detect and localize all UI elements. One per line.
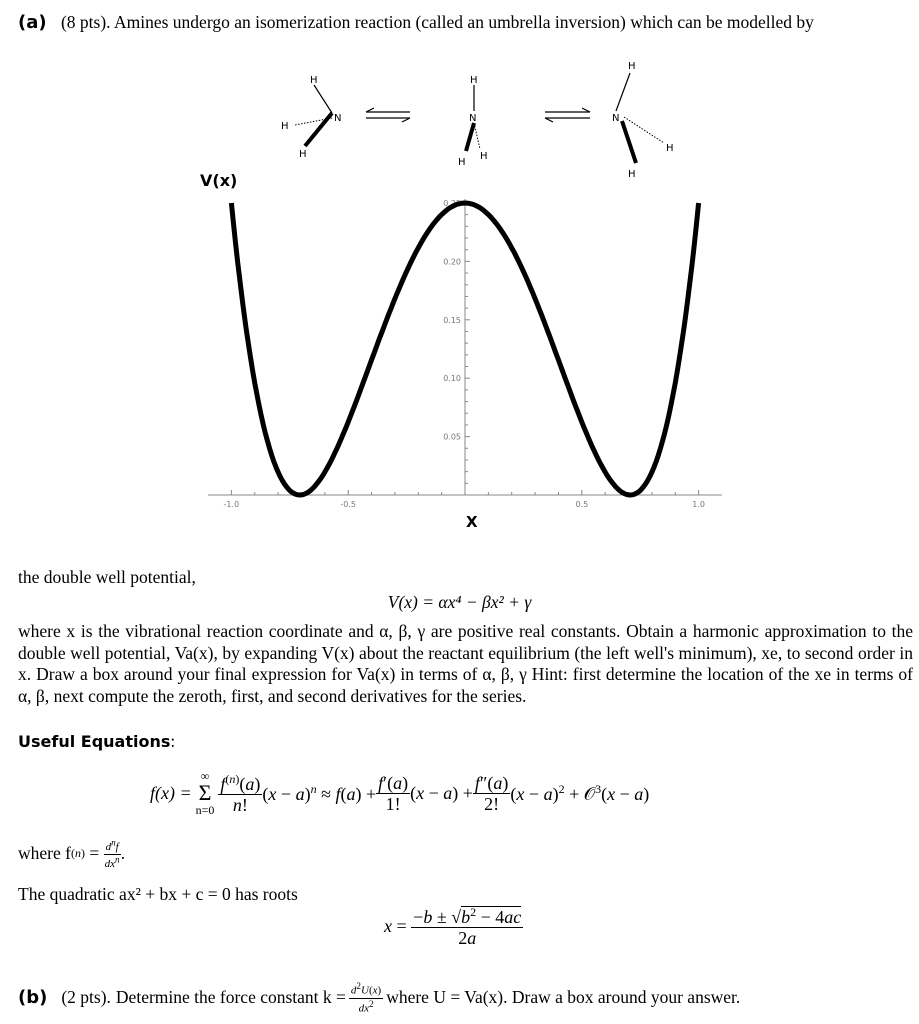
part-b bbox=[18, 982, 740, 1014]
part-b-derivative: $\frac{d^2U(x)}{dx^2}$ bbox=[350, 981, 382, 1015]
taylor-term-second: $\frac{f''(a)}{2!}$ bbox=[474, 772, 509, 814]
x-tick-label: -1.0 bbox=[223, 500, 240, 509]
summation bbox=[196, 770, 215, 816]
sum-bottom: n=0 bbox=[195, 803, 215, 817]
atom-h: H bbox=[480, 151, 488, 162]
double-well-chart bbox=[200, 171, 722, 531]
y-tick-label: 0.20 bbox=[443, 257, 461, 267]
part-a-points: (8 pts). bbox=[60, 12, 111, 32]
y-tick-label: 0.15 bbox=[443, 315, 461, 325]
atom-h: H bbox=[628, 61, 636, 72]
quadratic-intro: The quadratic ax² + bx + c = 0 has roots bbox=[18, 884, 298, 904]
figure bbox=[0, 55, 919, 535]
atom-h: H bbox=[310, 75, 318, 86]
equation-potential: V(x) = αx⁴ − βx² + γ bbox=[387, 592, 532, 612]
sum-sym: Σ bbox=[198, 780, 212, 805]
x-axis-label: X bbox=[466, 513, 478, 531]
useful-heading-wrap bbox=[18, 731, 175, 753]
molecule-left bbox=[281, 75, 341, 160]
taylor-lhs: f(x) = bbox=[150, 782, 192, 803]
y-ticks bbox=[443, 199, 470, 483]
part-a-header bbox=[18, 12, 814, 34]
atom-h: H bbox=[458, 157, 466, 168]
atom-n: N bbox=[469, 113, 477, 124]
part-a-intro: Amines undergo an isomerization reaction (called an umbrella inversion) which can be modelled by bbox=[113, 12, 814, 32]
taylor-term-general: $\frac{f^{(n)}(a)}{n!}$ bbox=[220, 771, 261, 815]
useful-colon: : bbox=[170, 731, 176, 751]
atom-n: N bbox=[612, 113, 620, 124]
x-tick-label: -0.5 bbox=[340, 500, 356, 509]
equilibrium-arrows-1 bbox=[366, 108, 410, 122]
taylor-term-first: $\frac{f'(a)}{1!}$ bbox=[378, 772, 409, 814]
part-b-label: (b) bbox=[18, 987, 48, 1009]
atom-h: H bbox=[666, 143, 674, 154]
atom-n: N bbox=[334, 113, 342, 124]
taylor-equation: f(x) = ∞ Σ n=0 $\frac{f^{(n)}(a)}{n!}$ $(x - a)^n \approx f(a)$ + $\frac{f'(a)}{1!}$ (x − a) + $\frac{f''(a)}{2!}$ $(x - a)^2$ + 𝒪$^3$(x − a) bbox=[150, 769, 650, 817]
y-tick-label: 0.25 bbox=[443, 199, 461, 208]
y-tick-label: 0.05 bbox=[443, 432, 461, 442]
atom-h: H bbox=[299, 149, 307, 160]
y-axis-label: V(x) bbox=[200, 171, 238, 190]
part-b-text-end: where U = Va(x). Draw a box around your answer. bbox=[386, 987, 741, 1008]
sum-top: ∞ bbox=[200, 769, 210, 783]
molecule-middle bbox=[458, 75, 488, 168]
atom-h: H bbox=[281, 121, 289, 132]
where-fn-text: where f bbox=[18, 843, 71, 864]
atom-h: H bbox=[628, 169, 636, 180]
y-tick-label: 0.10 bbox=[443, 374, 461, 384]
body-paragraph: where x is the vibrational reaction coordinate and α, β, γ are positive real constants. Obtain a harmonic approximation to the double well potential, Va(x), by expanding V(x) about the reactant equilibrium (the left well's minimum), xe, to second order in x. Draw a box around your final expression for Va(x) in terms of α, β, γ Hint: first determine the location of the xe in terms of α, β, next compute the zeroth, first, and second derivatives for the series. bbox=[18, 621, 913, 706]
part-b-points: (2 pts). bbox=[61, 987, 111, 1008]
quadratic-formula: x = $\frac{-b \pm √b^2 - 4ac}{2a}$ bbox=[384, 905, 522, 948]
part-a-label: (a) bbox=[18, 12, 47, 33]
x-tick-label: 1.0 bbox=[692, 500, 706, 509]
useful-heading: Useful Equations bbox=[18, 732, 171, 751]
molecule-right bbox=[612, 61, 674, 180]
equilibrium-arrows-2 bbox=[545, 108, 590, 122]
part-b-text-start: Determine the force constant k = bbox=[115, 987, 346, 1008]
body-line1: the double well potential, bbox=[18, 567, 196, 587]
where-fn: where f (n) = $\frac{d^nf}{dx^n}$ . bbox=[18, 837, 126, 871]
x-tick-label: 0.5 bbox=[575, 500, 589, 509]
atom-h: H bbox=[470, 75, 478, 86]
